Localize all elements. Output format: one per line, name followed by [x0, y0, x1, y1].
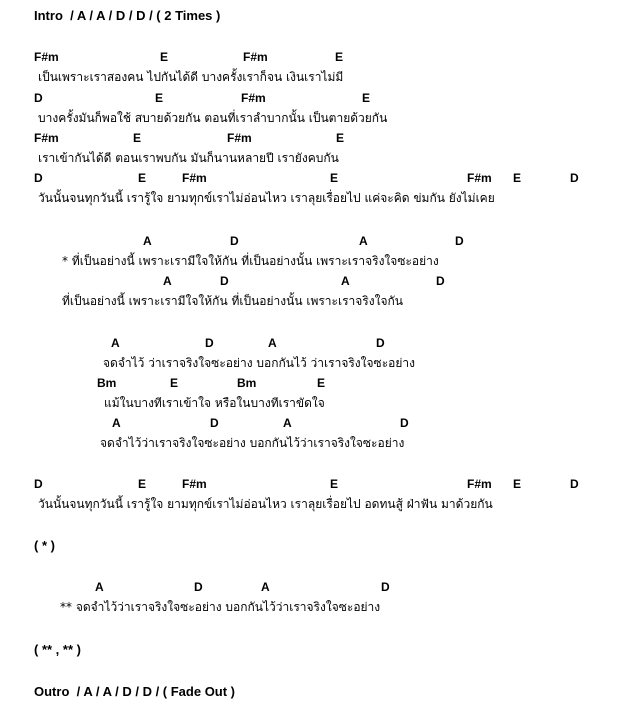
lyric-line: เราเข้ากันได้ดี ตอนเราพบกัน มันก็นานหลายปี เรายังคบกัน [38, 151, 339, 165]
chord: F#m [467, 171, 492, 185]
chord: E [160, 50, 169, 64]
lyric-line: บางครั้งมันก็พอใช้ สบายด้วยกัน ตอนที่เราลำบากนั้น เป็นตายด้วยกัน [38, 111, 388, 125]
chord: E [330, 477, 339, 491]
chord: D [34, 477, 43, 491]
chord: D [376, 336, 385, 350]
chord: D [381, 580, 390, 594]
chord: F#m [241, 91, 266, 105]
chord: A [341, 274, 350, 288]
lyric-line: จดจำไว้ว่าเราจริงใจซะอย่าง บอกกันไว้ว่าเราจริงใจซะอย่าง [100, 436, 405, 450]
chord: A [268, 336, 277, 350]
chord: E [330, 171, 339, 185]
chord: E [362, 91, 371, 105]
chord: A [95, 580, 104, 594]
chord: A [283, 416, 292, 430]
chord: A [163, 274, 172, 288]
chord: Bm [97, 376, 117, 390]
intro-line: Intro / A / A / D / D / ( 2 Times ) [34, 8, 221, 23]
chord: A [143, 234, 152, 248]
lyric-line: วันนั้นจนทุกวันนี้ เรารู้ใจ ยามทุกข์เราไม่อ่อนไหว เราลุยเรื่อยไป อดทนสู้ ฝ่าฟัน มาด้วยกัน [38, 497, 493, 511]
outro-line: Outro / A / A / D / D / ( Fade Out ) [34, 684, 236, 699]
chord: D [205, 336, 214, 350]
chord: F#m [182, 171, 207, 185]
chord: D [570, 477, 579, 491]
chord: E [335, 50, 344, 64]
chord: D [455, 234, 464, 248]
lyric-line: แม้ในบางทีเราเข้าใจ หรือในบางทีเราขัดใจ [104, 396, 325, 410]
chord: E [138, 477, 147, 491]
chord: D [436, 274, 445, 288]
lyric-line: ** จดจำไว้ว่าเราจริงใจซะอย่าง บอกกันไว้ว่าเราจริงใจซะอย่าง [60, 600, 381, 614]
lyric-line: ที่เป็นอย่างนี้ เพราะเรามีใจให้กัน ที่เป็นอย่างนั้น เพราะเราจริงใจกัน [62, 294, 403, 308]
chord: F#m [243, 50, 268, 64]
lyric-line: วันนั้นจนทุกวันนี้ เรารู้ใจ ยามทุกข์เราไม่อ่อนไหว เราลุยเรื่อยไป แค่จะคิด ข่มกัน ยังไม่เคย [38, 191, 495, 205]
repeat-chorus-marker: ( * ) [34, 538, 55, 553]
lyric-line: เป็นเพราะเราสองคน ไปกันได้ดี บางครั้งเราก็จน เงินเราไม่มี [38, 70, 344, 84]
chord: D [194, 580, 203, 594]
chord: E [133, 131, 142, 145]
chord: E [170, 376, 179, 390]
chord: F#m [34, 50, 59, 64]
chord: D [34, 91, 43, 105]
chord: D [230, 234, 239, 248]
chord: F#m [182, 477, 207, 491]
lyric-line: จดจำไว้ ว่าเราจริงใจซะอย่าง บอกกันไว้ ว่าเราจริงใจซะอย่าง [103, 356, 415, 370]
chord: E [513, 171, 522, 185]
chord: F#m [34, 131, 59, 145]
repeat-hook-marker: ( ** , ** ) [34, 642, 81, 657]
chord: E [155, 91, 164, 105]
chord: D [570, 171, 579, 185]
chord: D [400, 416, 409, 430]
chord: A [359, 234, 368, 248]
chord: Bm [237, 376, 257, 390]
chord: F#m [227, 131, 252, 145]
chord: A [261, 580, 270, 594]
chord: E [138, 171, 147, 185]
chord: A [111, 336, 120, 350]
lyric-line: * ที่เป็นอย่างนี้ เพราะเรามีใจให้กัน ที่เป็นอย่างนั้น เพราะเราจริงใจซะอย่าง [62, 254, 439, 268]
chord: D [220, 274, 229, 288]
chord: E [336, 131, 345, 145]
chord: E [317, 376, 326, 390]
chord: D [34, 171, 43, 185]
chord: E [513, 477, 522, 491]
chord: F#m [467, 477, 492, 491]
chord: D [210, 416, 219, 430]
chord: A [112, 416, 121, 430]
